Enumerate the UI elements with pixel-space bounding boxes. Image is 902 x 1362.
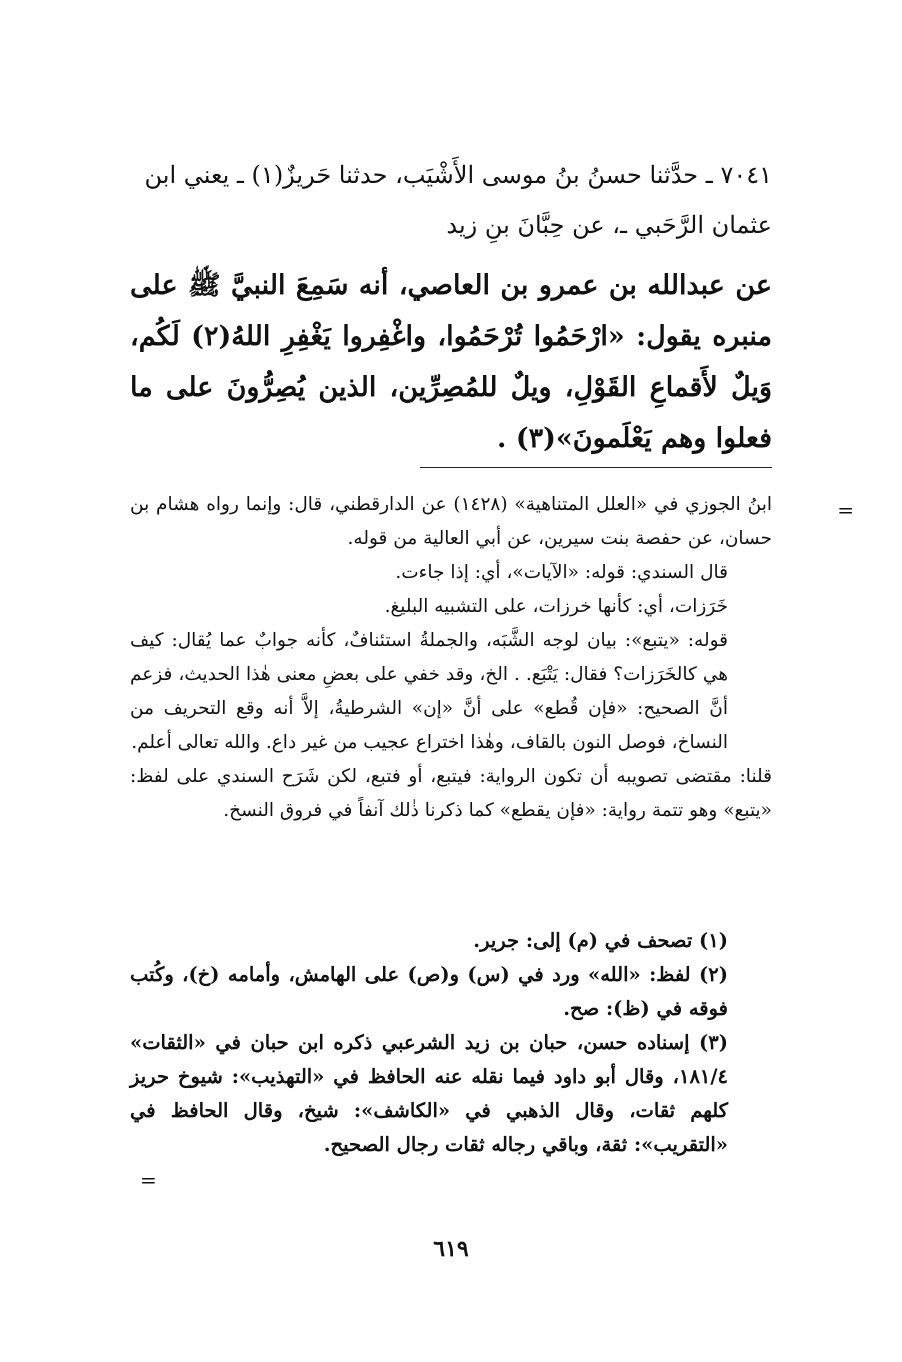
- hadith-matn: عن عبدالله بن عمرو بن العاصي، أنه سَمِعَ النبيَّ ﷺ على منبره يقول: «ارْحَمُوا تُرْحَمُوا، واغْفِروا يَغْفِرِ اللهُ(٢) لَكُم، وَيلٌ لأَقماعِ القَوْلِ، ويلٌ للمُصِرِّين، الذين يُصِرُّونَ على ما فعلوا وهم يَعْلَمونَ»(٣) .: [130, 270, 772, 454]
- footnote-1: (١) تصحف في (م) إلى: جرير.: [473, 929, 728, 952]
- footnote-line: خَرَزات، أي: كأنها خرزات، على التشبيه البليغ.: [384, 596, 728, 617]
- footnote-3: (٣) إسناده حسن، حبان بن زيد الشرعبي ذكره ابن حبان في «الثقات» ١٨١/٤، وقال أبو داود فيما نقله عنه الحافظ في «التهذيب»: شيوخ حريز كلهم ثقات، وقال الذهبي في «الكاشف»: شيخ، وقال الحافظ في «التقريب»: ثقة، وباقي رجاله ثقات رجال الصحيح.: [130, 1031, 728, 1156]
- footnote-line: ابنُ الجوزي في «العلل المتناهية» (١٤٢٨) عن الدارقطني، قال: وإنما رواه هشام بن حسان، عن حفصة بنت سيرين، عن أبي العالية من قوله.: [130, 494, 772, 549]
- continued-marker: =: [140, 1168, 157, 1192]
- footnote-line: قال السندي: قوله: «الآيات»، أي: إذا جاءت.: [395, 562, 728, 583]
- page-number: ٦١٩: [433, 1236, 469, 1262]
- footnote-line: قوله: «يتبع»: بيان لوجه الشَّبَه، والجملةُ استئنافٌ، كأنه جوابٌ عما يُقال: كيف هي كالخَرَزات؟ فقال: يَتْبَع. . الخ، وقد خفي على بعضِ معنى هٰذا الحديث، فزعم أنَّ الصحيح: «فإن قُطع» على أنَّ «إن» الشرطيةُ، إلاَّ أنه وقع التحريف من النساخ، فوصل النون بالقاف، وهٰذا اختراع عجيب من غير داع. والله تعالى أعلم.: [130, 630, 728, 753]
- footnote-line: قلنا: مقتضى تصويبه أن تكون الرواية: فيتبع، أو فتبع، لكن شَرَح السندي على لفظ: «يتبع» وهو تتمة رواية: «فإن يقطع» كما ذكرنا ذٰلك آنفاً في فروق النسخ.: [130, 766, 772, 821]
- hadith-isnad: ٧٠٤١ ـ حدَّثنا حسنُ بنُ موسى الأَشْيَب، حدثنا حَريزٌ(١) ـ يعني ابن عثمان الرَّحَبي ـ، عن حِبَّانَ بنِ زيد: [144, 161, 772, 239]
- footnote-separator: [420, 467, 772, 468]
- footnote-2: (٢) لفظ: «الله» ورد في (س) و(ص) على الهامش، وأمامه (خ)، وكُتب فوقه في (ظ): صح.: [130, 963, 728, 1020]
- footnote-continuation: [130, 488, 772, 828]
- footnotes: [130, 924, 772, 1162]
- continuation-marker: =: [837, 498, 854, 522]
